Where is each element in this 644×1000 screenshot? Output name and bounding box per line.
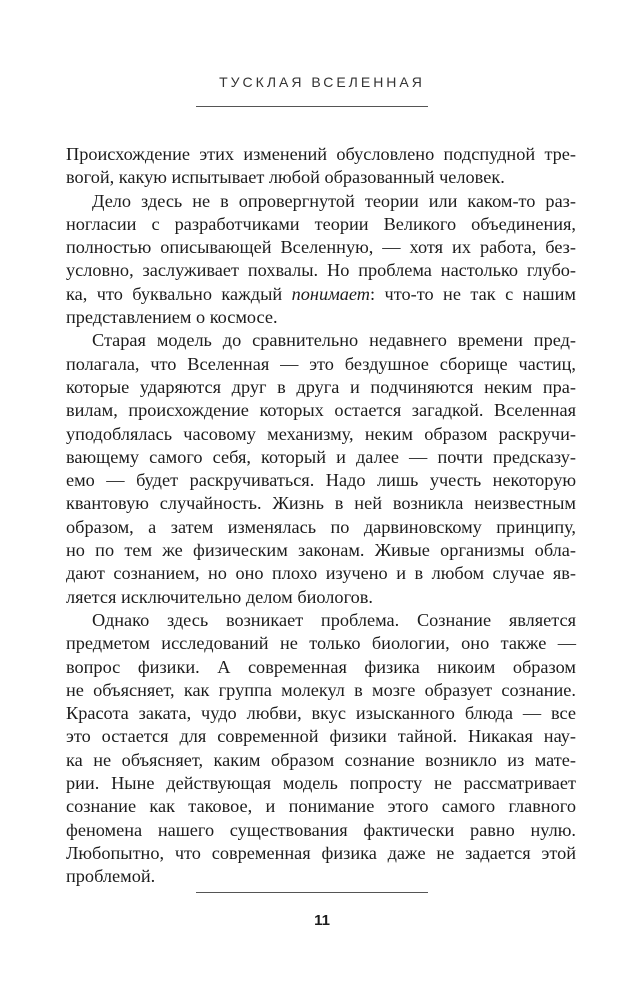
text-line: которые ударяются друг в друга и подчиняются неким пра- bbox=[66, 376, 576, 397]
text-line: рии. Ныне действующая модель попросту не рассматривает bbox=[66, 773, 576, 794]
emphasis-word: понимает bbox=[291, 283, 370, 304]
text-line: Однако здесь возникает проблема. Сознание является bbox=[92, 609, 576, 630]
running-title: ТУСКЛАЯ ВСЕЛЕННАЯ bbox=[219, 74, 425, 90]
text-line bbox=[66, 283, 576, 306]
text-line: квантовую случайность. Жизнь в ней возникла неизвестным bbox=[66, 493, 576, 514]
text-line: Красота заката, чудо любви, вкус изысканного блюда — все bbox=[66, 703, 576, 724]
footer-rule bbox=[196, 892, 428, 893]
body-text bbox=[66, 143, 576, 889]
text-line: это остается для современной физики тайной. Никакая нау- bbox=[66, 726, 576, 747]
text-line: условно, заслуживает похвалы. Но проблема настолько глубо- bbox=[66, 260, 576, 281]
text-line: образом, а затем изменялась по дарвиновскому принципу, bbox=[66, 516, 576, 537]
text-line: Происхождение этих изменений обусловлено подспудной тре- bbox=[66, 144, 576, 164]
text-line: предметом исследований не только биологии, оно также — bbox=[66, 633, 576, 654]
page-number: 11 bbox=[314, 912, 330, 929]
text-line: емо — будет раскручиваться. Надо лишь учесть некоторую bbox=[66, 470, 576, 491]
text-fragment: : что-то не так с нашим bbox=[370, 283, 576, 304]
text-line: сознание как таковое, и понимание этого самого главного bbox=[66, 796, 576, 817]
text-line: проблемой. bbox=[66, 866, 156, 887]
text-line: дают сознанием, но оно плохо изучено и в любом случае яв- bbox=[66, 563, 576, 584]
text-line: Старая модель до сравнительно недавнего времени пред- bbox=[92, 330, 576, 351]
text-line: ногласии с разработчиками теории Великого объединения, bbox=[66, 213, 576, 234]
text-line: вилам, происхождение которых остается загадкой. Вселенная bbox=[66, 400, 576, 421]
text-line: феномена нашего существования фактически равно нулю. bbox=[66, 819, 576, 840]
text-fragment: ка, что буквально каждый bbox=[66, 283, 292, 304]
text-line: представлением о космосе. bbox=[66, 307, 278, 328]
text-line: Дело здесь не в опровергнутой теории или каком-то раз- bbox=[92, 190, 576, 211]
text-line: не объясняет, как группа молекул в мозге образует сознание. bbox=[66, 679, 576, 700]
text-line: уподоблялась часовому механизму, неким образом раскручи- bbox=[66, 423, 576, 444]
text-line: полностью описывающей Вселенную, — хотя их работа, без- bbox=[66, 237, 576, 258]
text-line: полагала, что Вселенная — это бездушное сборище частиц, bbox=[66, 353, 576, 374]
header-rule bbox=[196, 106, 428, 107]
text-line: ка не объясняет, каким образом сознание возникло из мате- bbox=[66, 749, 576, 770]
text-line: но по тем же физическим законам. Живые организмы обла- bbox=[66, 540, 576, 561]
text-line: вающему самого себя, который и далее — почти предсказу- bbox=[66, 446, 576, 467]
text-line: Любопытно, что современная физика даже не задается этой bbox=[66, 842, 576, 863]
text-line: вогой, какую испытывает любой образованный человек. bbox=[66, 167, 505, 188]
text-line: ляется исключительно делом биологов. bbox=[66, 586, 373, 607]
text-line: вопрос физики. А современная физика никоим образом bbox=[66, 656, 576, 677]
